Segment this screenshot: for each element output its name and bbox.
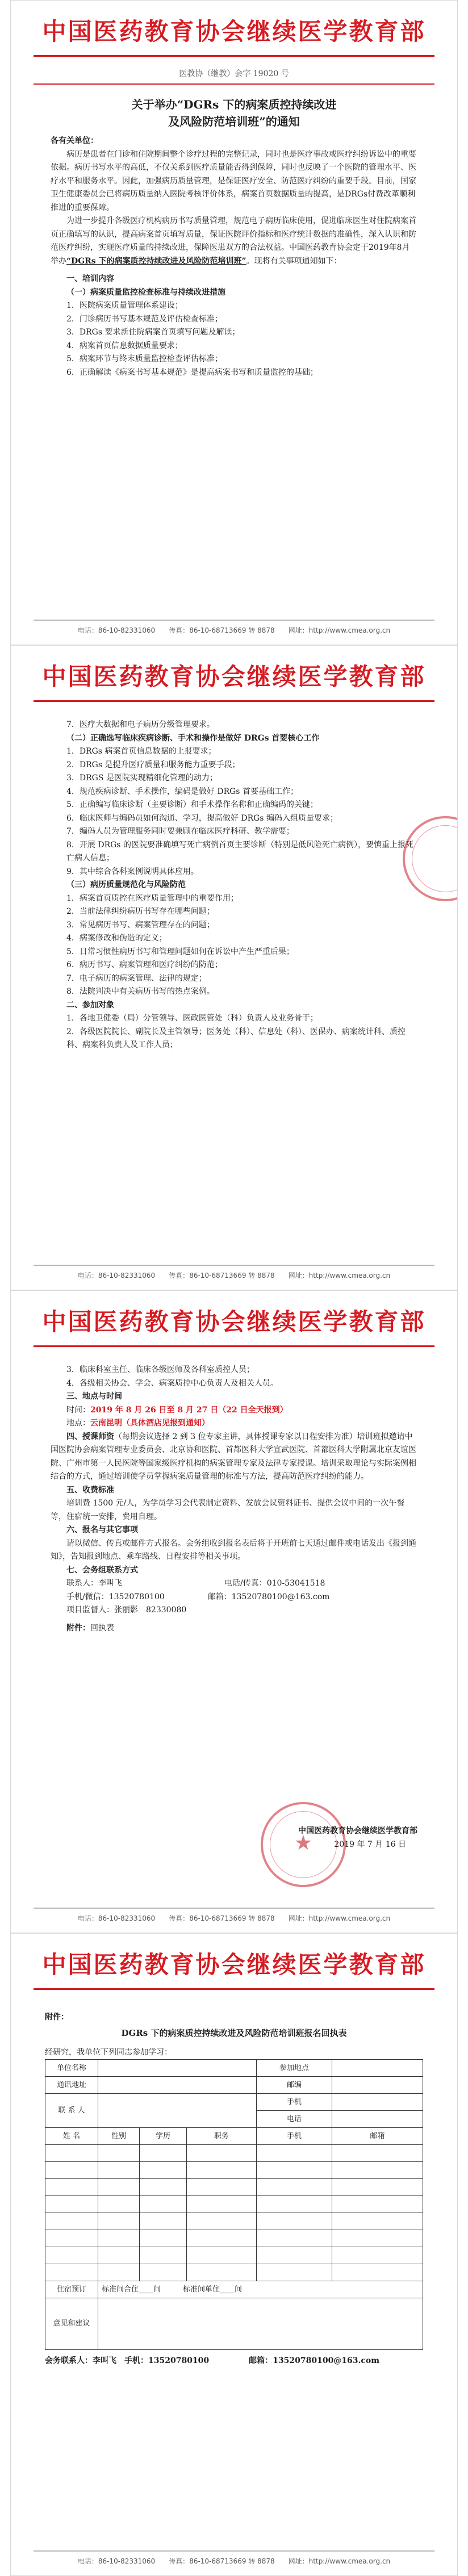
office-phone-input[interactable] — [332, 2111, 423, 2128]
footer-rule — [34, 1908, 434, 1909]
place-line: 地点：云南昆明（具体酒店见报到通知） — [66, 1419, 210, 1428]
list-item: 4．病案首页信息数据质量要求； — [66, 341, 183, 350]
signature-org: 中国医药教育协会继续医学教育部 — [298, 1826, 417, 1835]
document-page-2 — [10, 645, 458, 1290]
training-name-highlight: “DGRs 下的病案质控持续改进及风险防范培训班” — [66, 256, 246, 266]
letterhead-title: 中国医药教育协会继续医学教育部 — [42, 1308, 426, 1336]
attachment-heading: 附件： — [45, 2013, 69, 2022]
time-value: 2019 年 8 月 26 日至 8 月 27 日（22 日全天报到） — [90, 1405, 288, 1415]
page-footer: 电话：86-10-82331060 传真：86-10-68713669 转 8878 网址：http://www.cmea.org.cn — [77, 1914, 391, 1922]
zip-label: 邮编 — [257, 2077, 332, 2094]
list-item: 8．开展 DRGs 的医院要准确填写死亡病例首页主要诊断（特别是低风险死亡病例），要慎重上报死亡病人信息； — [66, 840, 413, 863]
list-item: 8．法院判决中有关病历书写的热点案例。 — [66, 987, 215, 996]
list-item: 3．DRGS 是医院实现精细化管理的动力； — [66, 773, 218, 783]
mobile-input[interactable] — [332, 2094, 423, 2111]
footer-rule — [34, 620, 434, 621]
registration-table — [45, 2059, 423, 2350]
section-5-heading: 五、收费标准 — [66, 1485, 114, 1495]
table-row — [45, 2162, 423, 2179]
intro-paragraph-2: 为进一步提升各级医疗机构病历书写质量管理，规范电子病历临床使用，促进临床医生对住院病案首页正确填写的认识，提高病案首页填写质量，保证医院评价指标和医疗统计数据的准确性，深入认识和防范医疗纠纷，实现医疗质量的持续改进，保障医患双方的合法权益。中国医药教育协会定于2019年8月举办“DGRs 下的病案质控持续改进及风险防范培训班”。现将有关事项通知如下： — [51, 216, 416, 266]
table-row — [45, 2264, 423, 2281]
list-item: 7．医疗大数据和电子病历分级管理要求。 — [66, 720, 215, 729]
footer-rule — [34, 1265, 434, 1266]
list-item: 4．规范疾病诊断、手术操作，编码是做好 DRGs 首要基础工作； — [66, 787, 298, 796]
contact-line-1: 联系人：李叫飞 电话/传真：010-53041518 — [66, 1579, 325, 1588]
list-item: 2．门诊病历书写基本规范及评估检查标准； — [66, 314, 223, 324]
document-page-1 — [10, 0, 458, 645]
official-seal: ★ — [261, 1802, 346, 1887]
signature-block — [51, 1825, 417, 1851]
document-number: 医教协（继教）会字 19020 号 — [179, 69, 289, 78]
intro-paragraph-1: 病历是患者在门诊和住院期间整个诊疗过程的完整记录，同时也是医疗事故或医疗纠纷诉讼中的重要依据。病历书写水平的高低，不仅关系到医疗质量能否得到保障，同时也反映了一个医院的管理水平、医疗水平和服务水平。因此，加强病历质量管理，是保证医疗安全、防范医疗纠纷的重要手段。目前，国家卫生健康委员会已将病历质量纳入医院考核评价体系，病案首页数据质量的提高，是DRGs付费改革顺利推进的重要保障。 — [51, 149, 416, 212]
remarks-label: 意见和建议 — [45, 2298, 98, 2350]
table-row — [45, 2213, 423, 2230]
lodging-label: 住宿预订 — [45, 2281, 98, 2298]
letterhead-rule — [34, 1345, 434, 1347]
footer-rule — [34, 2550, 434, 2552]
list-item: 4．各级相关协会、学会、病案质控中心负责人及相关人员。 — [66, 1378, 278, 1388]
page3-body — [51, 1364, 417, 1635]
zip-input[interactable] — [332, 2077, 423, 2094]
table-row — [45, 2230, 423, 2247]
col-header: 学历 — [140, 2128, 187, 2145]
list-item: 2．各级医院院长、副院长及主管领导；医务处（科）、信息处（科）、医保办、病案统计科、质控科、病案科负责人及工作人员； — [66, 1027, 406, 1049]
unit-label: 单位名称 — [45, 2060, 98, 2077]
form-title: DGRs 下的病案质控持续改进及风险防范培训班报名回执表 — [121, 2027, 347, 2038]
table-row — [45, 2179, 423, 2196]
contact-line-3: 项目监督人：张丽影 82330080 — [66, 1605, 187, 1615]
list-item: 7．电子病历的病案管理、法律的规定； — [66, 973, 207, 983]
page2-body — [51, 718, 417, 1052]
table-row — [45, 2145, 423, 2162]
fee-paragraph: 培训费 1500 元/人，为学员学习会代表制定资料、发放会议资料证书、提供会议中间的一次午餐等，住宿统一安排，费用自理。 — [51, 1499, 405, 1521]
list-item: 6．正确解读《病案书写基本规范》是提高病案书写和质量监控的基础； — [66, 367, 318, 377]
registration-paragraph: 请以微信、传真或邮件方式报名。会务组收到报名表后将于开班前七天通过邮件或电话发出《报到通知》，告知报到地点、乘车路线、日程安排等相关事项。 — [51, 1538, 416, 1561]
section-4-paragraph: 四、授课师资（每期会议选择 2 到 3 位专家主讲，具体授课专家以日程安排为准）培训班拟邀请中国医院协会病案管理专业委员会、北京协和医院、首都医科大学宣武医院、首都医科大学附属北京友谊医院、广州市第一人民医院等国家级医疗机构的病案管理专家及法律专家授课。培训采取理论与实际案例相结合的方式，通过培训使学员掌握病案质量管理的标准与方法，提高防范医疗纠纷的能力。 — [51, 1432, 416, 1481]
contact-person-input[interactable] — [98, 2094, 257, 2128]
list-item: 6．临床医师与编码员如何沟通、学习，提高做好 DRGs 编码入组质量要求； — [66, 813, 338, 823]
notice-title-line2: 及风险防范培训班”的通知 — [168, 115, 300, 128]
location-label: 参加地点 — [257, 2060, 332, 2077]
location-input[interactable] — [332, 2060, 423, 2077]
list-item: 4．病案修改和伪造的定义； — [66, 934, 167, 943]
contact-line-2: 手机/微信：13520780100 邮箱：13520780100@163.com — [66, 1592, 330, 1601]
page-footer: 电话：86-10-82331060 传真：86-10-68713669 转 8878 网址：http://www.cmea.org.cn — [77, 626, 391, 634]
form-intro: 经研究，我单位下列同志参加学习： — [45, 2047, 172, 2057]
section-6-heading: 六、报名与其它事项 — [66, 1525, 138, 1534]
notice-title-line1: 关于举办“DGRs 下的病案质控持续改进 — [131, 98, 337, 111]
page-footer: 电话：86-10-82331060 传真：86-10-68713669 转 8878 网址：http://www.cmea.org.cn — [77, 1272, 391, 1279]
document-page-4 — [10, 1933, 458, 2576]
list-item: 6．病历书写、病案管理和医疗纠纷的防范； — [66, 960, 223, 969]
list-item: 7．编码人员为管理服务同时要兼顾在临床医疗科研、教学需要； — [66, 827, 294, 836]
remarks-input[interactable] — [98, 2298, 423, 2350]
address-input[interactable] — [98, 2077, 257, 2094]
list-item: 1．各地卫健委（局）分管领导、医政医管处（科）负责人及业务骨干； — [66, 1014, 318, 1023]
list-item: 5．日常习惯性病历书写和管理问题如何在诉讼中产生严重后果； — [66, 947, 294, 956]
table-row — [45, 2247, 423, 2264]
registration-form — [45, 2011, 423, 2368]
office-phone-label: 电话 — [257, 2111, 332, 2128]
letterhead-rule — [34, 1988, 434, 1990]
letterhead-title: 中国医药教育协会继续医学教育部 — [42, 18, 426, 45]
form-contact-line: 会务联系人：李叫飞 手机：13520780100 邮箱：13520780100@163.com — [45, 2356, 380, 2365]
salutation: 各有关单位： — [51, 136, 98, 145]
table-row — [45, 2196, 423, 2213]
subsection-3-heading: （三）病历质量规范化与风险防范 — [66, 880, 186, 889]
list-item: 9．其中综合各科案例说明具体应用。 — [66, 867, 199, 876]
section-2-heading: 二、参加对象 — [66, 1000, 114, 1010]
page-footer: 电话：86-10-82331060 传真：86-10-68713669 转 8878 网址：http://www.cmea.org.cn — [77, 2557, 391, 2565]
list-item: 3．临床科室主任、临床各级医师及各科室质控人员； — [66, 1365, 254, 1374]
letterhead-rule — [34, 55, 434, 57]
unit-input[interactable] — [98, 2060, 257, 2077]
section-1-heading: 一、培训内容 — [66, 274, 114, 283]
address-label: 通讯地址 — [45, 2077, 98, 2094]
letterhead-title: 中国医药教育协会继续医学教育部 — [42, 1951, 426, 1979]
list-item: 1．病案首页质控在医疗质量管理中的重要作用； — [66, 893, 239, 903]
page1-body — [51, 96, 417, 379]
document-page-3 — [10, 1290, 458, 1933]
list-item: 2．DRGs 是提升医疗质量和服务能力重要手段； — [66, 760, 240, 770]
list-item: 3．常见病历书写、病案管理存在的问题； — [66, 920, 215, 930]
list-item: 3．DRGs 要求新住院病案首页填写问题及解读； — [66, 328, 240, 337]
docno-rule — [34, 83, 434, 85]
section-7-heading: 七、会务组联系方式 — [66, 1565, 138, 1575]
col-header: 职务 — [187, 2128, 257, 2145]
lodging-options[interactable]: 标准间合住____间 标准间单住____间 — [98, 2281, 423, 2298]
signature-date: 2019 年 7 月 16 日 — [334, 1839, 406, 1849]
section-3-heading: 三、地点与时间 — [66, 1392, 122, 1401]
list-item: 1．医院病案质量管理体系建设； — [66, 301, 183, 310]
list-item: 5．正确编写临床诊断（主要诊断）和手术操作名称和正确编码的关键； — [66, 800, 318, 809]
col-header: 邮箱 — [332, 2128, 423, 2145]
mobile-label: 手机 — [257, 2094, 332, 2111]
place-value: 云南昆明（具体酒店见报到通知） — [90, 1419, 210, 1428]
letterhead-title: 中国医药教育协会继续医学教育部 — [42, 663, 426, 691]
time-line: 时间：2019 年 8 月 26 日至 8 月 27 日（22 日全天报到） — [66, 1405, 288, 1415]
list-item: 1．DRGs 病案首页信息数据的上报要求； — [66, 747, 216, 756]
list-item: 5．病案环节与终末质量监控检查评估标准； — [66, 354, 223, 363]
section-4-heading: 四、授课师资 — [66, 1432, 114, 1441]
subsection-2-heading: （二）正确选写临床疾病诊断、手术和操作是做好 DRGs 首要核心工作 — [66, 733, 320, 743]
list-item: 2．当前法律纠纷病历书写存在哪些问题； — [66, 907, 215, 916]
col-header: 姓 名 — [45, 2128, 98, 2145]
col-header: 性别 — [98, 2128, 140, 2145]
subsection-1-heading: （一）病案质量监控检查标准与持续改进措施 — [66, 287, 225, 297]
attachment-line: 附件：回执表 — [66, 1623, 114, 1633]
letterhead-rule — [34, 700, 434, 702]
col-header: 手机 — [257, 2128, 332, 2145]
contact-person-label: 联 系 人 — [45, 2094, 98, 2128]
